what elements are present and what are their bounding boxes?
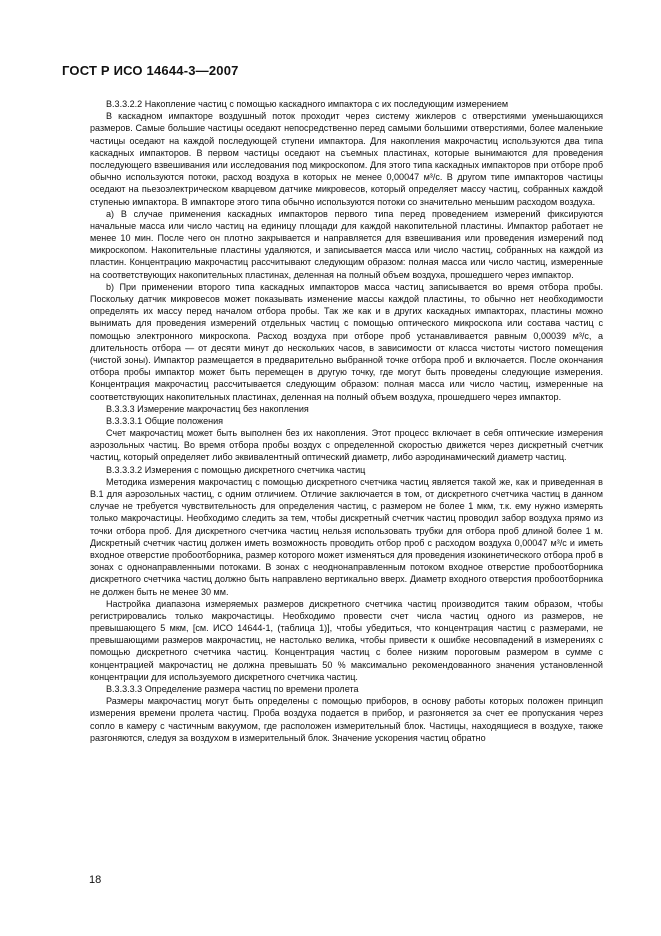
paragraph: Размеры макрочастиц могут быть определены с помощью приборов, в основу работы которых положен принцип измерения времени пролета частиц. Проба воздуха подается в прибор, и разгоняется за счет ее пропускания через сопло в камеру с частичным вакуумом, где расположен измерительный блок. Частицы, находящиеся в воздухе, также разгоняются, следуя за воздухом в измерительный блок. Значение ускорения частиц обратно [90, 696, 603, 743]
section-heading: В.3.3.3 Измерение макрочастиц без накопления [106, 403, 309, 414]
list-item-a: а) В случае применения каскадных импакторов первого типа перед проведением измерений фиксируются начальные масса или число частиц на единицу площади для каждой накопительной пластины. Импактор работает не менее 10 мин. После чего он плотно закрывается и направляется для взвешивания или проведения измерений под микроскопом. Накопительные пластины удаляются, и записывается масса или число частиц, собранных на каждой из пластин. Концентрацию макрочастиц рассчитывают следующим образом: полная масса или число частиц, измеренные на соответствующих накопительных пластинах, деленная на полный объем воздуха, прошедшего через импактор. [90, 208, 603, 280]
list-item-b: b) При применении второго типа каскадных импакторов масса частиц записывается во время отбора пробы. Поскольку датчик микровесов может показывать изменение массы каждой пластины, то обычно нет необходимости определять их массу перед началом отбора пробы. Так же как и в других каскадных импакторах, пластины можно вынимать для проведения измерений отдельных частиц с помощью оптического микроскопа или состава частиц с помощью электронного микроскопа. Расход воздуха при отборе проб устанавливается равным 0,00039 м³/с, а длительность отбора — от десяти минут до нескольких часов, в зависимости от класса чистоты чистого помещения (чистой зоны). Импактор размещается в предварительно выбранной точке отбора проб и включается. После окончания отбора пробы импактор может быть перемещен в другую точку, где могут быть проведены следующие измерения. Концентрация макрочастиц рассчитывается следующим образом: полная масса или число частиц, измеренные на соответствующих накопительных пластинах, деленная на полный объем воздуха, прошедшего через импактор. [90, 281, 603, 402]
paragraph: Настройка диапазона измеряемых размеров дискретного счетчика частиц производится таким образом, чтобы регистрировались только макрочастицы. Необходимо провести счет числа частиц одного из размеров, не превышающего 5 мкм, [см. ИСО 14644-1, (таблица 1)], чтобы убедиться, что концентрация частиц с размерами, не превышающими размеров макрочастиц, не настолько велика, чтобы привести к ошибке несовпадений в измерениях с помощью дискретного счетчика частиц. Концентрация частиц с более низким пороговым размером в сумме с концентрацией макрочастиц не должна превышать 50 % максимально рекомендованного значения установленной концентрации для используемого дискретного счетчика частиц. [90, 598, 603, 682]
paragraph: Методика измерения макрочастиц с помощью дискретного счетчика частиц является такой же, как и приведенная в В.1 для аэрозольных частиц, с одним отличием. Отличие заключается в том, от дискретного счетчика частиц в данном случае не требуется чувствительность для определения частиц, с размером не более 1 мкм, т.к. ему нужно измерять только макрочастицы. Необходимо следить за тем, чтобы дискретный счетчик частиц проводил забор воздуха прямо из точки отбора проб. Для дискретного счетчика частиц нельзя использовать трубки для отбора проб длиной более 1 м. Дискретный счетчик частиц должен иметь возможность проводить отбор проб с расходом воздуха 0,00047 м³/с и иметь входное отверстие пробоотборника, размер которого может изменяться для проведения изокинетического отбора проб в зонах с однонаправленными потоками. В зонах с неоднонаправленным потоком входное отверстие пробоотборника дискретного счетчика частиц должно быть направлено вертикально вверх. Диаметр входного отверстия пробоотборника не должен быть не менее 30 мм. [90, 476, 603, 597]
paragraph: Счет макрочастиц может быть выполнен без их накопления. Этот процесс включает в себя оптические измерения аэрозольных частиц. Во время отбора пробы воздух с определенной скоростью движется через дискретный счетчик частиц, который определяет либо эквивалентный оптический диаметр, либо аэродинамический диаметр частиц. [90, 428, 603, 463]
section-heading: В.3.3.3.2 Измерения с помощью дискретного счетчика частиц [106, 464, 366, 475]
section-heading: В.3.3.2.2 Накопление частиц с помощью каскадного импактора с их последующим измерением [106, 99, 509, 109]
section-heading: В.3.3.3.1 Общие положения [106, 415, 224, 426]
page-number: 18 [89, 874, 102, 886]
document-body [90, 98, 603, 744]
section-heading: В.3.3.3.3 Определение размера частиц по времени пролета [106, 684, 359, 694]
document-header: ГОСТ Р ИСО 14644-3—2007 [62, 63, 239, 78]
paragraph: В каскадном импакторе воздушный поток проходит через систему жиклеров с отверстиями уменьшающихся размеров. Самые большие частицы оседают непосредственно перед самыми большими отверстиями, более маленькие частицы оседают на каждой последующей ступени импактора. Для накопления макрочастиц используются два типа каскадных импакторов. В первом частицы оседают на съемных пластинах, которые вынимаются для проведения последующего взвешивания или исследования под микроскопом. Для этого типа каскадных импакторов при отборе проб обычно используются потоки, расход воздуха в которых не менее 0,00047 м³/с. В другом типе импакторов частицы оседают на пьезоэлектрическом кварцевом датчике микровесов, который определяет массу частиц, собранных каждой ступенью импактора. В импакторе этого типа обычно используются потоки со значительно меньшим расходом воздуха. [90, 111, 603, 207]
